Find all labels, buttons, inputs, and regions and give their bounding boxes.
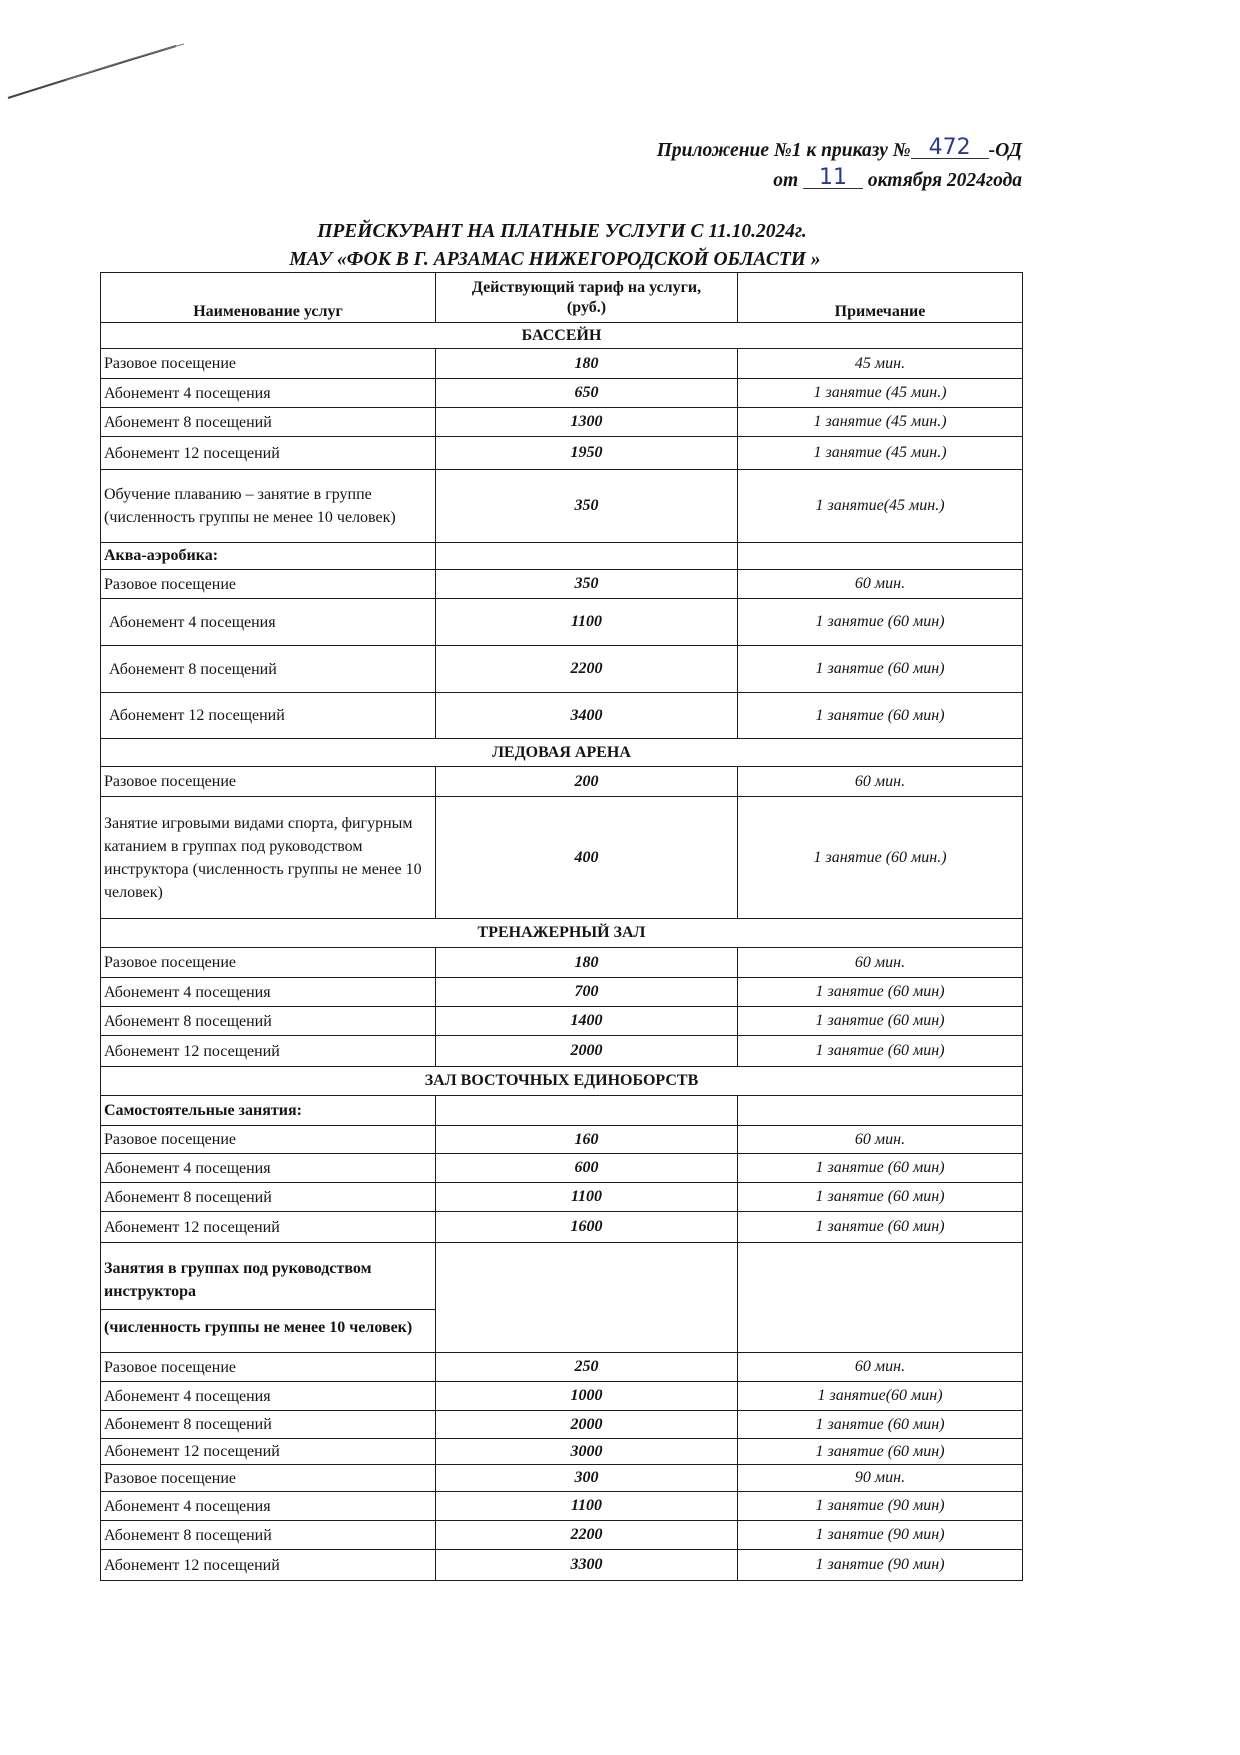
service-note: 1 занятие (90 мин) (738, 1550, 1023, 1581)
appendix-line-2 (657, 166, 1022, 196)
service-note: 1 занятие (60 мин) (738, 646, 1023, 693)
order-number-handwritten: 472 (911, 138, 989, 159)
empty-cell (436, 1243, 738, 1353)
appendix-suffix: -ОД (988, 140, 1022, 161)
service-note: 1 занятие(45 мин.) (738, 470, 1023, 543)
service-price: 1950 (436, 437, 738, 470)
table-header-row (101, 273, 1023, 323)
service-price: 1000 (436, 1382, 738, 1411)
service-price: 350 (436, 570, 738, 599)
appendix-date-prefix: от (773, 170, 799, 191)
empty-cell (436, 1096, 738, 1126)
service-note: 1 занятие (90 мин) (738, 1521, 1023, 1550)
table-row (101, 1550, 1023, 1581)
service-price: 300 (436, 1465, 738, 1492)
service-price: 700 (436, 978, 738, 1007)
service-note: 90 мин. (738, 1465, 1023, 1492)
service-note: 1 занятие (60 мин) (738, 1212, 1023, 1243)
table-row (101, 948, 1023, 978)
table-row (101, 1126, 1023, 1154)
service-price: 1400 (436, 1007, 738, 1036)
service-price: 1100 (436, 599, 738, 646)
service-note: 1 занятие (60 мин) (738, 978, 1023, 1007)
subsection-row-aqua (101, 543, 1023, 570)
table-row (101, 470, 1023, 543)
service-price: 3000 (436, 1439, 738, 1465)
section-title-ice: ЛЕДОВАЯ АРЕНА (101, 739, 1023, 767)
order-day-handwritten: 11 (803, 168, 863, 189)
table-row (101, 1492, 1023, 1521)
group-label-line-1: Занятия в группах под руководством инструктора (104, 1259, 372, 1300)
subsection-row-self (101, 1096, 1023, 1126)
section-row-pool (101, 323, 1023, 349)
service-note: 1 занятие (60 мин) (738, 1411, 1023, 1439)
table-row (101, 1036, 1023, 1067)
service-price: 1100 (436, 1183, 738, 1212)
service-name: Абонемент 4 посещения (101, 1154, 436, 1183)
service-price: 1100 (436, 1492, 738, 1521)
subsection-label-aqua: Аква-аэробика: (101, 543, 436, 570)
section-title-pool: БАССЕЙН (101, 323, 1023, 349)
empty-cell (436, 543, 738, 570)
header-price-line-1: Действующий тариф на услуги, (471, 278, 702, 296)
table-row (101, 1212, 1023, 1243)
service-name: Абонемент 4 посещения (101, 1382, 436, 1411)
service-price: 160 (436, 1126, 738, 1154)
appendix-date-suffix: октября 2024года (867, 170, 1022, 191)
service-price: 2200 (436, 646, 738, 693)
header-price (436, 273, 738, 323)
service-price: 2200 (436, 1521, 738, 1550)
service-note: 60 мин. (738, 1126, 1023, 1154)
service-note: 60 мин. (738, 948, 1023, 978)
service-name: Абонемент 12 посещений (101, 1036, 436, 1067)
group-label-line-2: (численность группы не менее 10 человек) (101, 1309, 435, 1339)
service-note: 1 занятие (60 мин.) (738, 797, 1023, 919)
service-name: Абонемент 4 посещения (101, 599, 436, 646)
table-row (101, 978, 1023, 1007)
service-note: 1 занятие (60 мин) (738, 599, 1023, 646)
section-title-martial: ЗАЛ ВОСТОЧНЫХ ЕДИНОБОРСТВ (101, 1067, 1023, 1096)
subsection-label-group (101, 1243, 436, 1353)
header-note: Примечание (738, 273, 1023, 323)
section-title-gym: ТРЕНАЖЕРНЫЙ ЗАЛ (101, 919, 1023, 948)
service-note: 1 занятие (60 мин) (738, 693, 1023, 739)
service-price: 3400 (436, 693, 738, 739)
header-price-line-2: (руб.) (566, 298, 607, 316)
header-name: Наименование услуг (101, 273, 436, 323)
service-name: Абонемент 12 посещений (101, 693, 436, 739)
service-name: Абонемент 4 посещения (101, 978, 436, 1007)
table-row (101, 646, 1023, 693)
service-name: Занятие игровыми видами спорта, фигурным катанием в группах под руководством инструктора (численность группы не менее 10 человек) (101, 797, 436, 919)
table-row (101, 1007, 1023, 1036)
service-price: 250 (436, 1353, 738, 1382)
service-price: 1600 (436, 1212, 738, 1243)
service-name: Обучение плаванию – занятие в группе (численность группы не менее 10 человек) (101, 470, 436, 543)
service-name: Разовое посещение (101, 1353, 436, 1382)
service-name: Абонемент 8 посещений (101, 1007, 436, 1036)
service-name: Абонемент 12 посещений (101, 437, 436, 470)
subsection-label-self: Самостоятельные занятия: (101, 1096, 436, 1126)
service-name: Разовое посещение (101, 948, 436, 978)
table-row (101, 1439, 1023, 1465)
title-line-2: МАУ «ФОК В Г. АРЗАМАС НИЖЕГОРОДСКОЙ ОБЛАСТИ » (289, 249, 821, 270)
service-name: Абонемент 8 посещений (101, 1411, 436, 1439)
service-note: 1 занятие (45 мин.) (738, 379, 1023, 408)
service-name: Абонемент 8 посещений (101, 1521, 436, 1550)
service-note: 1 занятие (45 мин.) (738, 408, 1023, 437)
service-note: 1 занятие (90 мин) (738, 1492, 1023, 1521)
service-name: Разовое посещение (101, 349, 436, 379)
section-row-gym (101, 919, 1023, 948)
subsection-row-group (101, 1243, 1023, 1353)
service-name: Разовое посещение (101, 767, 436, 797)
service-name: Абонемент 8 посещений (101, 1183, 436, 1212)
section-row-ice (101, 739, 1023, 767)
empty-cell (738, 1096, 1023, 1126)
service-name: Разовое посещение (101, 1126, 436, 1154)
service-note: 60 мин. (738, 570, 1023, 599)
service-note: 1 занятие(60 мин) (738, 1382, 1023, 1411)
table-row (101, 767, 1023, 797)
service-price: 2000 (436, 1036, 738, 1067)
service-price: 200 (436, 767, 738, 797)
table-row (101, 437, 1023, 470)
service-price: 180 (436, 948, 738, 978)
service-note: 1 занятие (60 мин) (738, 1183, 1023, 1212)
scan-artifact-mark (6, 40, 226, 110)
service-name: Абонемент 8 посещений (101, 646, 436, 693)
service-note: 1 занятие (60 мин) (738, 1007, 1023, 1036)
service-note: 1 занятие (60 мин) (738, 1154, 1023, 1183)
price-table (100, 272, 1023, 1581)
table-row (101, 1353, 1023, 1382)
service-note: 1 занятие (45 мин.) (738, 437, 1023, 470)
table-row (101, 1521, 1023, 1550)
section-row-martial (101, 1067, 1023, 1096)
service-price: 2000 (436, 1411, 738, 1439)
table-row (101, 1465, 1023, 1492)
appendix-line-1 (657, 136, 1022, 166)
appendix-prefix: Приложение №1 к приказу № (656, 140, 911, 161)
service-price: 350 (436, 470, 738, 543)
service-note: 60 мин. (738, 1353, 1023, 1382)
title-line-1: ПРЕЙСКУРАНТ НА ПЛАТНЫЕ УСЛУГИ С 11.10.2024г. (317, 221, 807, 242)
service-price: 600 (436, 1154, 738, 1183)
service-name: Абонемент 8 посещений (101, 408, 436, 437)
service-price: 1300 (436, 408, 738, 437)
table-row (101, 693, 1023, 739)
service-name: Разовое посещение (101, 570, 436, 599)
service-note: 1 занятие (60 мин) (738, 1439, 1023, 1465)
service-name: Разовое посещение (101, 1465, 436, 1492)
service-name: Абонемент 4 посещения (101, 379, 436, 408)
service-name: Абонемент 12 посещений (101, 1439, 436, 1465)
table-row (101, 408, 1023, 437)
table-row (101, 599, 1023, 646)
service-name: Абонемент 4 посещения (101, 1492, 436, 1521)
table-row (101, 349, 1023, 379)
service-note: 60 мин. (738, 767, 1023, 797)
empty-cell (738, 543, 1023, 570)
table-row (101, 1411, 1023, 1439)
document-title (100, 218, 1020, 274)
service-note: 45 мин. (738, 349, 1023, 379)
service-price: 180 (436, 349, 738, 379)
table-row (101, 570, 1023, 599)
table-row (101, 1382, 1023, 1411)
table-row (101, 797, 1023, 919)
table-row (101, 1154, 1023, 1183)
service-name: Абонемент 12 посещений (101, 1212, 436, 1243)
service-price: 400 (436, 797, 738, 919)
service-price: 650 (436, 379, 738, 408)
table-row (101, 379, 1023, 408)
appendix-header (657, 136, 1022, 196)
service-name: Абонемент 12 посещений (101, 1550, 436, 1581)
table-row (101, 1183, 1023, 1212)
empty-cell (738, 1243, 1023, 1353)
service-price: 3300 (436, 1550, 738, 1581)
service-note: 1 занятие (60 мин) (738, 1036, 1023, 1067)
